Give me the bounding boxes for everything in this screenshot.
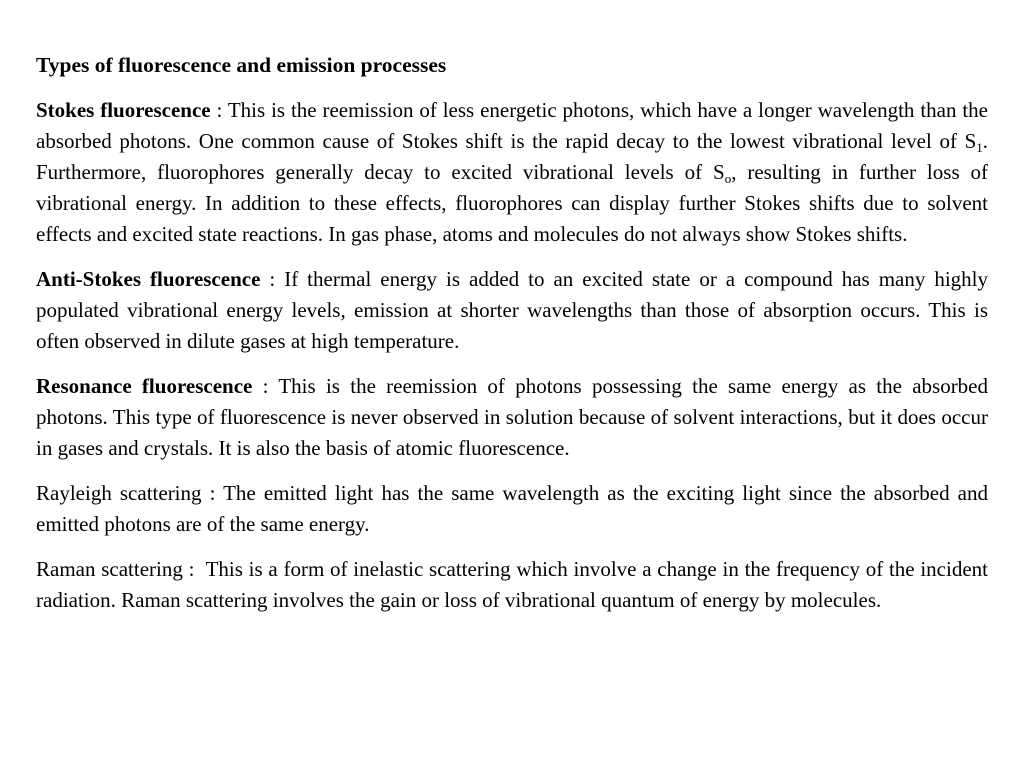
- anti-stokes-paragraph: [36, 264, 988, 357]
- rayleigh-paragraph: Rayleigh scattering : The emitted light has the same wavelength as the exciting light since the absorbed and emitted photons are of the same energy.: [36, 481, 988, 536]
- stokes-term: Stokes fluorescence: [36, 98, 211, 122]
- stokes-text-part-2: . Furthermore, fluorophores generally decay to excited vibrational levels of S: [36, 129, 988, 184]
- resonance-text: : This is the reemission of photons possessing the same energy as the absorbed photons. This type of fluorescence is never observed in solution because of solvent interactions, but it does occur in gases and crystals. It is also the basis of atomic fluorescence.: [36, 374, 989, 460]
- raman-paragraph: [36, 554, 994, 616]
- anti-stokes-term: Anti-Stokes fluorescence: [36, 267, 261, 291]
- stokes-paragraph: [36, 95, 988, 250]
- stokes-subscript-1: 1: [976, 140, 983, 155]
- resonance-paragraph: [36, 371, 988, 464]
- stokes-subscript-o: o: [724, 171, 732, 186]
- resonance-term: Resonance fluorescence: [36, 374, 253, 398]
- stokes-text-part-3: , resulting in further loss of vibrational energy. In addition to these effects, fluorophores can display further Stokes shifts due to solvent effects and excited state reactions. In gas phase, atoms and molecules do not always show Stokes shifts.: [36, 160, 988, 246]
- stokes-text-part-1: : This is the reemission of less energetic photons, which have a longer wavelength than the absorbed photons. One common cause of Stokes shift is the rapid decay to the lowest vibrational level of S: [36, 98, 989, 153]
- slide-content: [36, 50, 994, 630]
- anti-stokes-text: : If thermal energy is added to an excited state or a compound has many highly populated vibrational energy levels, emission at shorter wavelengths than those of absorption occurs. This is often observed in dilute gases at high temperature.: [36, 267, 989, 353]
- slide-title: Types of fluorescence and emission processes: [36, 53, 447, 77]
- raman-text: Raman scattering : This is a form of inelastic scattering which involve a change in the frequency of the incident radiation. Raman scattering involves the gain or loss of vibrational quantum of energy by molecules.: [36, 557, 994, 612]
